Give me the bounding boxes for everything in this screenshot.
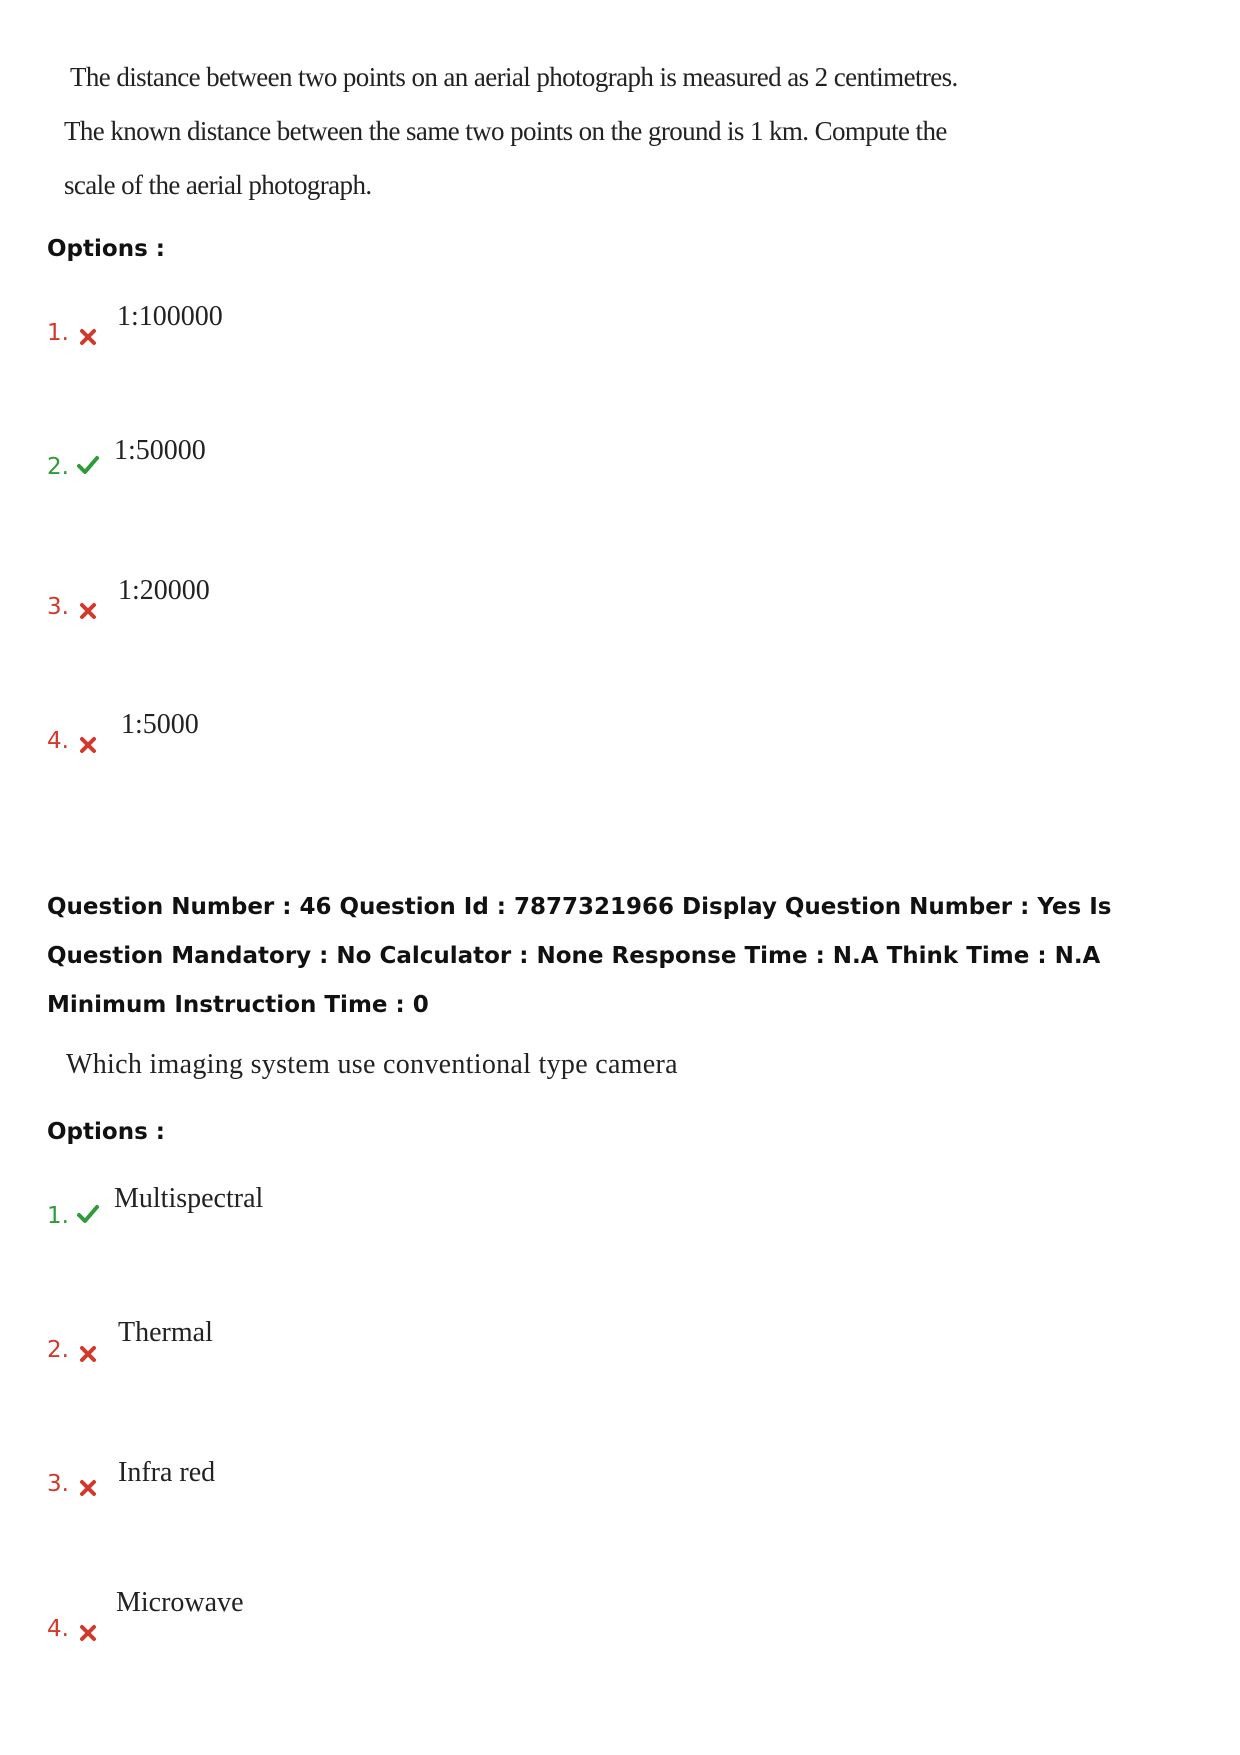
cross-icon (77, 1622, 99, 1644)
q45-option-2-text: 1:50000 (114, 435, 206, 466)
cross-icon (77, 1477, 99, 1499)
q46-meta: Question Number : 46 Question Id : 7877321966 Display Question Number : Yes Is Question Mandatory : No Calculator : None Response Time : N.A Think Time : N.A Minimum Instruction Time : 0 (47, 894, 1112, 1018)
q45-option-1-text: 1:100000 (117, 301, 223, 332)
q45-option-4-text: 1:5000 (121, 709, 199, 740)
q45-option-2-number: 2. (47, 454, 69, 480)
check-icon (76, 1203, 100, 1225)
q46-option-2-number: 2. (47, 1337, 69, 1363)
q46-text: Which imaging system use conventional type camera (66, 1049, 678, 1080)
q46-option-1-text: Multispectral (114, 1183, 264, 1214)
q46-option-3-number: 3. (47, 1471, 69, 1497)
cross-icon (77, 734, 99, 756)
q45-option-3-text: 1:20000 (118, 575, 210, 606)
cross-icon (77, 326, 99, 348)
q46-option-3-text: Infra red (118, 1457, 216, 1488)
cross-icon (77, 1343, 99, 1365)
q46-option-4-number: 4. (47, 1616, 69, 1642)
q45-options-label: Options : (47, 236, 165, 262)
q46-option-2-text: Thermal (118, 1317, 213, 1348)
q45-option-1-number: 1. (47, 320, 69, 346)
q45-text-line-1: The distance between two points on an aerial photograph is measured as 2 centimetres. (70, 62, 958, 92)
q46-option-4-text: Microwave (116, 1587, 244, 1618)
q45-text-line-3: scale of the aerial photograph. (64, 170, 372, 200)
check-icon (76, 454, 100, 476)
q46-option-1-number: 1. (47, 1203, 69, 1229)
q45-option-4-number: 4. (47, 728, 69, 754)
cross-icon (77, 600, 99, 622)
q45-option-3-number: 3. (47, 594, 69, 620)
q45-text-line-2: The known distance between the same two points on the ground is 1 km. Compute the (64, 116, 947, 146)
q46-options-label: Options : (47, 1119, 165, 1145)
